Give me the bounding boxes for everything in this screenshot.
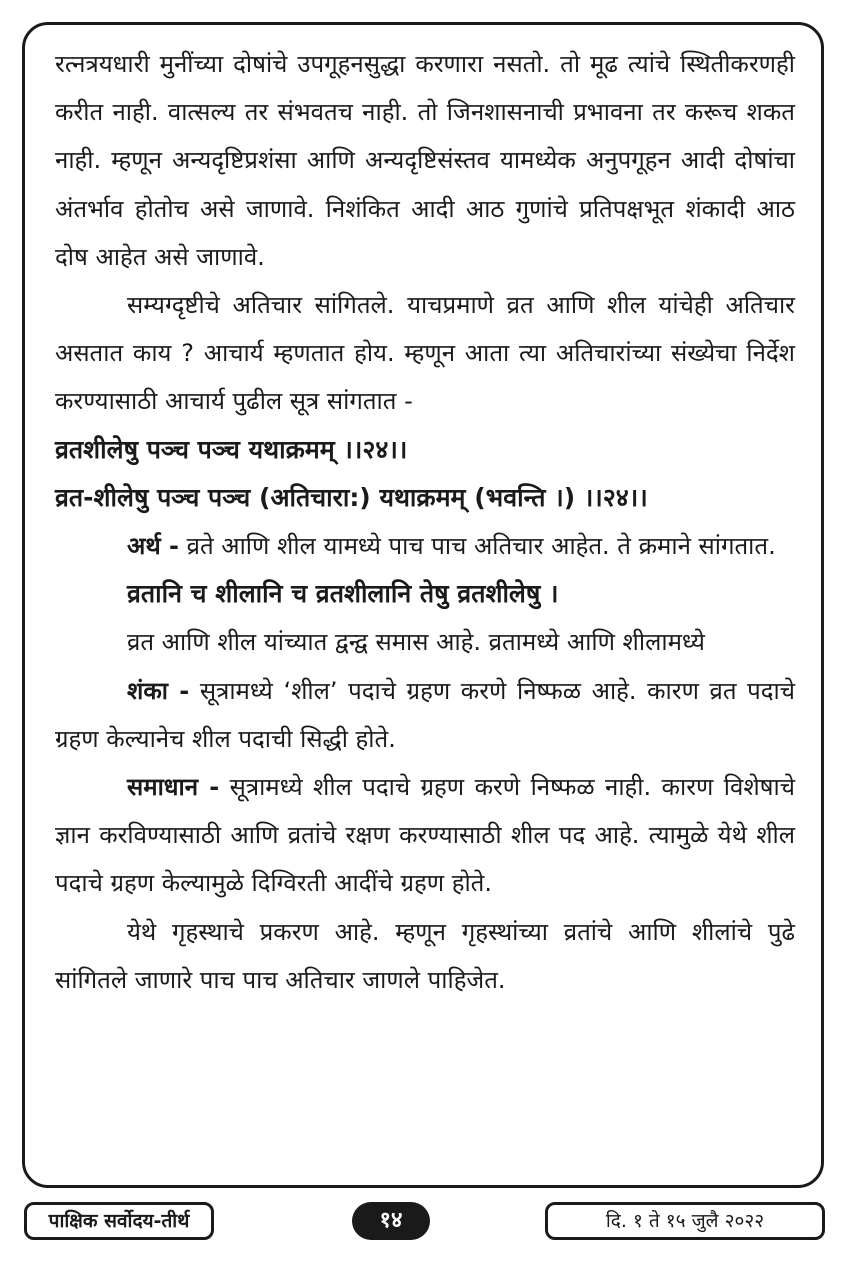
resolution-paragraph xyxy=(55,763,795,908)
resolution-text: सूत्रामध्ये शील पदाचे ग्रहण करणे निष्फळ नाही. कारण विशेषाचे ज्ञान करविण्यासाठी आणि व्रतांचे रक्षण करण्यासाठी शील पद आहे. त्यामुळे येथे शील पदाचे ग्रहण केल्यामुळे दिग्विरती आदींचे ग्रहण होते. xyxy=(55,773,796,898)
sutra-line-2: व्रत-शीलेषु पञ्च पञ्च (अतिचारा:) यथाक्रमम् (भवन्ति ।) ।।२४।। xyxy=(55,482,648,512)
page-footer xyxy=(0,1202,850,1242)
sutra-line-1: व्रतशीलेषु पञ्च पञ्च यथाक्रमम् ।।२४।। xyxy=(55,434,408,464)
issue-date: दि. १ ते १५ जुलै २०२२ xyxy=(545,1202,825,1240)
sutra-line-3: व्रतानि च शीलानि च व्रतशीलानि तेषु व्रतशीलेषु । xyxy=(127,579,559,609)
publication-name: पाक्षिक सर्वोदय-तीर्थ xyxy=(24,1202,214,1240)
meaning-text: व्रते आणि शील यामध्ये पाच पाच अतिचार आहेत. ते क्रमाने सांगतात. xyxy=(179,532,776,561)
page-body xyxy=(55,40,795,1004)
doubt-label: शंका - xyxy=(127,676,190,705)
doubt-paragraph xyxy=(55,667,795,763)
page-number: १४ xyxy=(352,1202,430,1240)
paragraph-4: येथे गृहस्थाचे प्रकरण आहे. म्हणून गृहस्थांच्या व्रतांचे आणि शीलांचे पुढे सांगितले जाणारे पाच पाच अतिचार जाणले पाहिजेत. xyxy=(55,917,795,994)
paragraph-3: व्रत आणि शील यांच्यात द्वन्द्व समास आहे. व्रतामध्ये आणि शीलामध्ये xyxy=(127,628,705,657)
doubt-text: सूत्रामध्ये ‘शील’ पदाचे ग्रहण करणे निष्फळ आहे. कारण व्रत पदाचे ग्रहण केल्यानेच शील पदाची सिद्धी होते. xyxy=(55,676,795,753)
meaning-label: अर्थ - xyxy=(127,532,179,561)
paragraph-1: रत्नत्रयधारी मुनींच्या दोषांचे उपगूहनसुद्धा करणारा नसतो. तो मूढ त्यांचे स्थितीकरणही करीत नाही. वात्सल्य तर संभवतच नाही. तो जिनशासनाची प्रभावना तर करूच शकत नाही. म्हणून अन्यदृष्टिप्रशंसा आणि अन्यदृष्टिसंस्तव यामध्येक अनुपगूहन आदी दोषांचा अंतर्भाव होतोच असे जाणावे. निशंकित आदी आठ गुणांचे प्रतिपक्षभूत शंकादी आठ दोष आहेत असे जाणावे. xyxy=(55,50,795,271)
paragraph-2: सम्यग्दृष्टीचे अतिचार सांगितले. याचप्रमाणे व्रत आणि शील यांचेही अतिचार असतात काय ? आचार्य म्हणतात होय. म्हणून आता त्या अतिचारांच्या संख्येचा निर्देश करण्यासाठी आचार्य पुढील सूत्र सांगतात - xyxy=(55,291,795,416)
meaning-paragraph xyxy=(55,522,795,570)
resolution-label: समाधान - xyxy=(127,773,220,802)
